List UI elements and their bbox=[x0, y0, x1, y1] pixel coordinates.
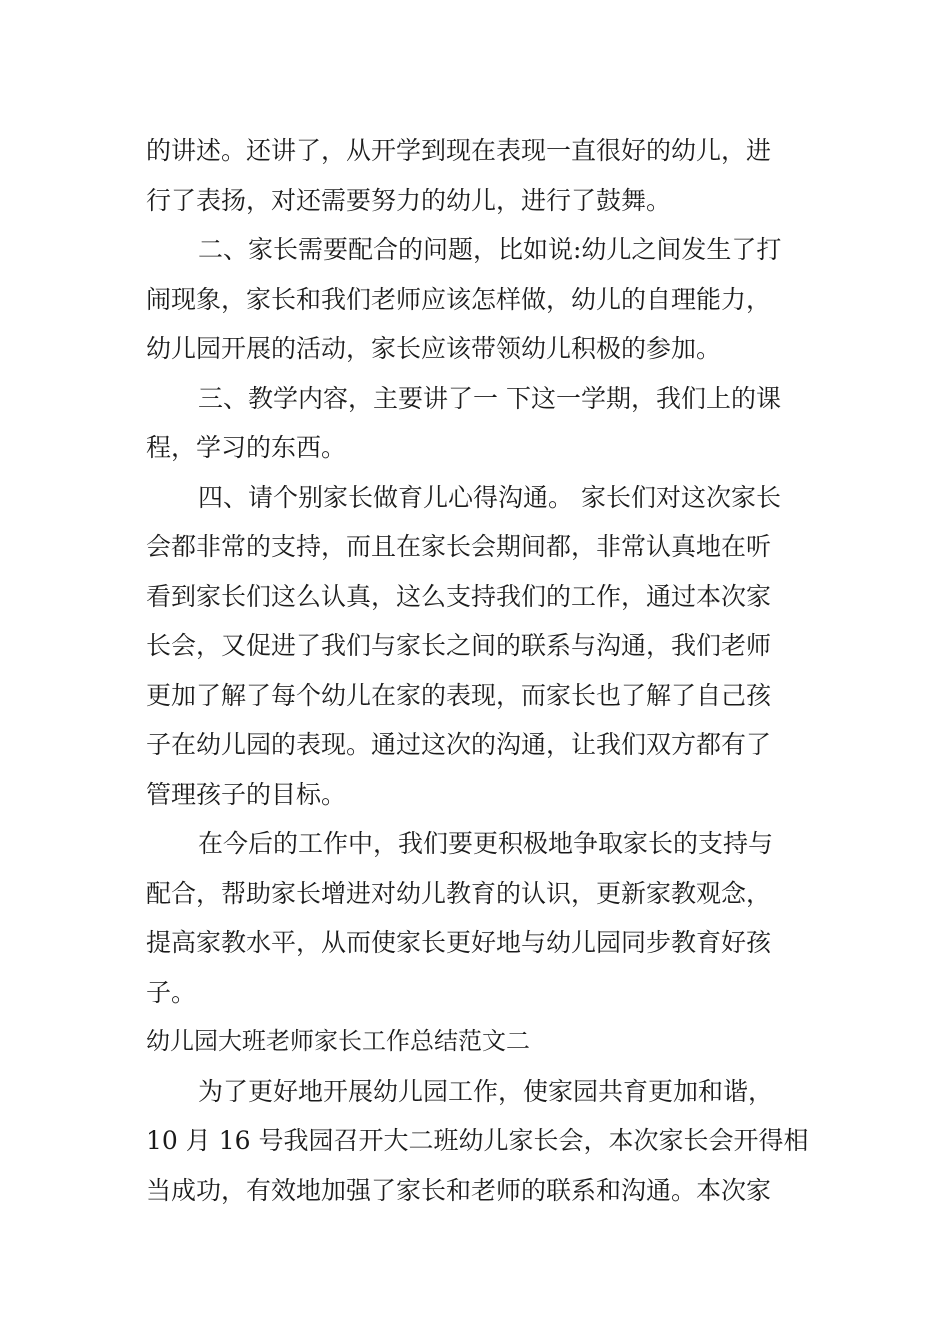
text-line: 提高家教水平，从而使家长更好地与幼儿园同步教育好孩 bbox=[146, 928, 772, 957]
document-body bbox=[146, 126, 826, 1215]
text-line: 当成功，有效地加强了家长和老师的联系和沟通。本次家 bbox=[146, 1175, 772, 1205]
text-line: 子在幼儿园的表现。通过这次的沟通，让我们双方都有了 bbox=[146, 730, 772, 759]
text-line: 看到家长们这么认真，这么支持我们的工作，通过本次家 bbox=[146, 581, 772, 611]
text-line: 管理孩子的目标。 bbox=[146, 779, 347, 809]
text-line: 四、请个别家长做育儿心得沟通。 家长们对这次家长 bbox=[198, 482, 781, 512]
text-line: 在今后的工作中，我们要更积极地争取家长的支持与 bbox=[198, 829, 774, 858]
text-line: 幼儿园开展的活动，家长应该带领幼儿积极的参加。 bbox=[146, 334, 722, 363]
text-line: 会都非常的支持，而且在家长会期间都，非常认真地在听 bbox=[146, 532, 772, 561]
text-line: 10 月 16 号我园召开大二班幼儿家长会，本次家长会开得相 bbox=[146, 1126, 809, 1155]
text-line: 配合，帮助家长增进对幼儿教育的认识，更新家教观念， bbox=[146, 878, 772, 908]
text-line: 二、家长需要配合的问题，比如说:幼儿之间发生了打 bbox=[198, 235, 782, 264]
text-line: 程，学习的东西。 bbox=[146, 433, 347, 462]
text-line: 的讲述。还讲了，从开学到现在表现一直很好的幼儿，进 bbox=[146, 136, 772, 165]
text-line: 闹现象，家长和我们老师应该怎样做，幼儿的自理能力， bbox=[146, 284, 772, 314]
text-line: 子。 bbox=[146, 977, 197, 1007]
text-line: 长会，又促进了我们与家长之间的联系与沟通，我们老师 bbox=[146, 631, 772, 660]
text-line: 更加了解了每个幼儿在家的表现，而家长也了解了自己孩 bbox=[146, 680, 772, 710]
text-line: 行了表扬，对还需要努力的幼儿，进行了鼓舞。 bbox=[146, 185, 672, 215]
section-title: 幼儿园大班老师家长工作总结范文二 bbox=[146, 1027, 530, 1055]
text-line: 三、教学内容，主要讲了一 下这一学期，我们上的课 bbox=[198, 383, 781, 413]
text-line: 为了更好地开展幼儿园工作，使家园共育更加和谐， bbox=[198, 1076, 774, 1106]
